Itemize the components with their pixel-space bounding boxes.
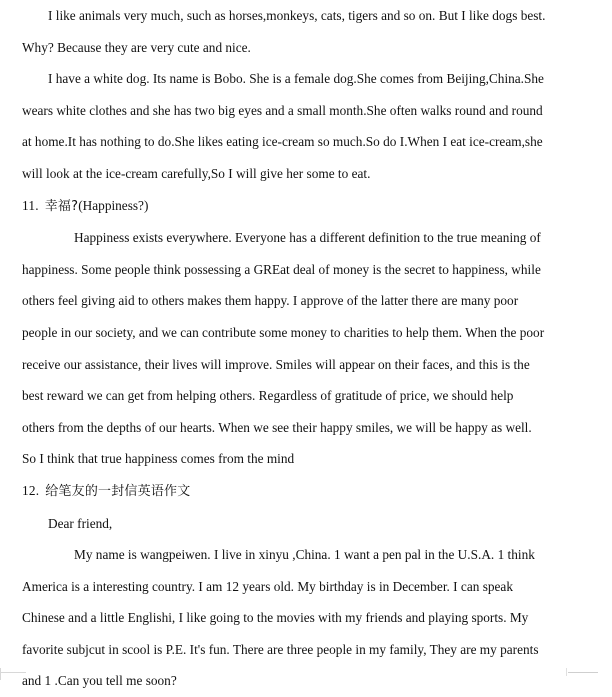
happiness-body-line-2 [22,254,588,286]
pen-pal-line-2: America is a interesting country. I am 12 years old. My birthday is in December. I can speak [22,578,513,594]
dog-essay-line-6: will look at the ice-cream carefully,So I will give her some to eat. [22,165,371,181]
happiness-line-1: Happiness exists everywhere. Everyone has a different definition to the true meaning of [74,230,541,246]
page-frame-mark-bottom-right-horizontal [568,672,598,673]
pen-pal-line-1: My name is wangpeiwen. I live in xinyu ,China. 1 want a pen pal in the U.S.A. 1 think [74,547,535,563]
pen-pal-body-line-4 [22,634,588,666]
section-pen-pal-letter [22,475,588,697]
pen-pal-body-line-1 [22,539,588,571]
happiness-line-7: others from the depths of our hearts. When we see their happy smiles, we will be happy as well. [22,419,532,435]
happiness-body-line-7 [22,412,588,444]
happiness-line-3: others feel giving aid to others makes them happy. I approve of the latter there are many poor [22,293,519,309]
page-frame-mark-bottom-right-vertical [566,668,567,676]
pen-pal-heading [22,475,588,508]
pen-pal-salutation [22,508,588,540]
pen-pal-body-line-2 [22,571,588,603]
pen-pal-line-3: Chinese and a little Englishi, I like going to the movies with my friends and playing sports. My [22,610,529,626]
happiness-line-6: best reward we can get from helping others. Regardless of gratitude of price, we should help [22,388,514,404]
pen-pal-item-number: 12. [22,482,40,498]
dog-essay-line-4: wears white clothes and she has two big eyes and a small month.She often walks round and round [22,102,543,118]
page-frame-mark-bottom-left-horizontal [0,672,26,673]
dog-essay-line-5: at home.It has nothing to do.She likes eating ice-cream so much.So do I.When I eat ice-cream,she [22,134,543,150]
pen-pal-body-line-3 [22,602,588,634]
section-happiness [22,190,588,475]
happiness-body-line-1 [22,222,588,254]
dog-essay-paragraph-2-line-4 [22,95,588,127]
happiness-body-line-8 [22,443,588,475]
page-frame-mark-bottom-left-vertical [0,668,1,680]
pen-pal-salutation-text: Dear friend, [48,515,113,531]
section-dog-essay [22,0,588,190]
dog-essay-line-3: I have a white dog. Its name is Bobo. She is a female dog.She comes from Beijing,China.She [48,71,544,87]
dog-essay-paragraph-1-cont [22,32,588,64]
happiness-heading-cjk: 幸福? [44,198,79,214]
dog-essay-paragraph-2-line-5 [22,126,588,158]
document-content [22,0,588,697]
happiness-line-4: people in our society, and we can contribute some money to charities to help them. When the poor [22,324,545,340]
happiness-body-line-4 [22,317,588,349]
happiness-item-number: 11. [22,197,39,213]
pen-pal-body-line-5 [22,665,588,697]
happiness-line-8: So I think that true happiness comes from the mind [22,451,295,467]
happiness-body-line-5 [22,349,588,381]
happiness-body-line-6 [22,380,588,412]
happiness-heading [22,190,588,223]
happiness-line-5: receive our assistance, their lives will improve. Smiles will appear on their faces, and this is the [22,356,530,372]
pen-pal-line-5: and 1 .Can you tell me soon? [22,673,177,689]
dog-essay-line-1: I like animals very much, such as horses,monkeys, cats, tigers and so on. But I like dogs best. [48,8,546,23]
happiness-line-2: happiness. Some people think possessing a GREat deal of money is the secret to happiness, while [22,261,541,277]
dog-essay-paragraph-1 [22,0,588,32]
dog-essay-paragraph-2 [22,63,588,95]
dog-essay-paragraph-2-line-6 [22,158,588,190]
pen-pal-heading-cjk: 给笔友的一封信英语作文 [45,483,191,499]
pen-pal-line-4: favorite subjcut in scool is P.E. It's fun. There are three people in my family, They are my parents [22,641,539,657]
happiness-body-line-3 [22,285,588,317]
dog-essay-line-2: Why? Because they are very cute and nice. [22,39,251,55]
happiness-heading-en: (Happiness?) [78,197,149,213]
